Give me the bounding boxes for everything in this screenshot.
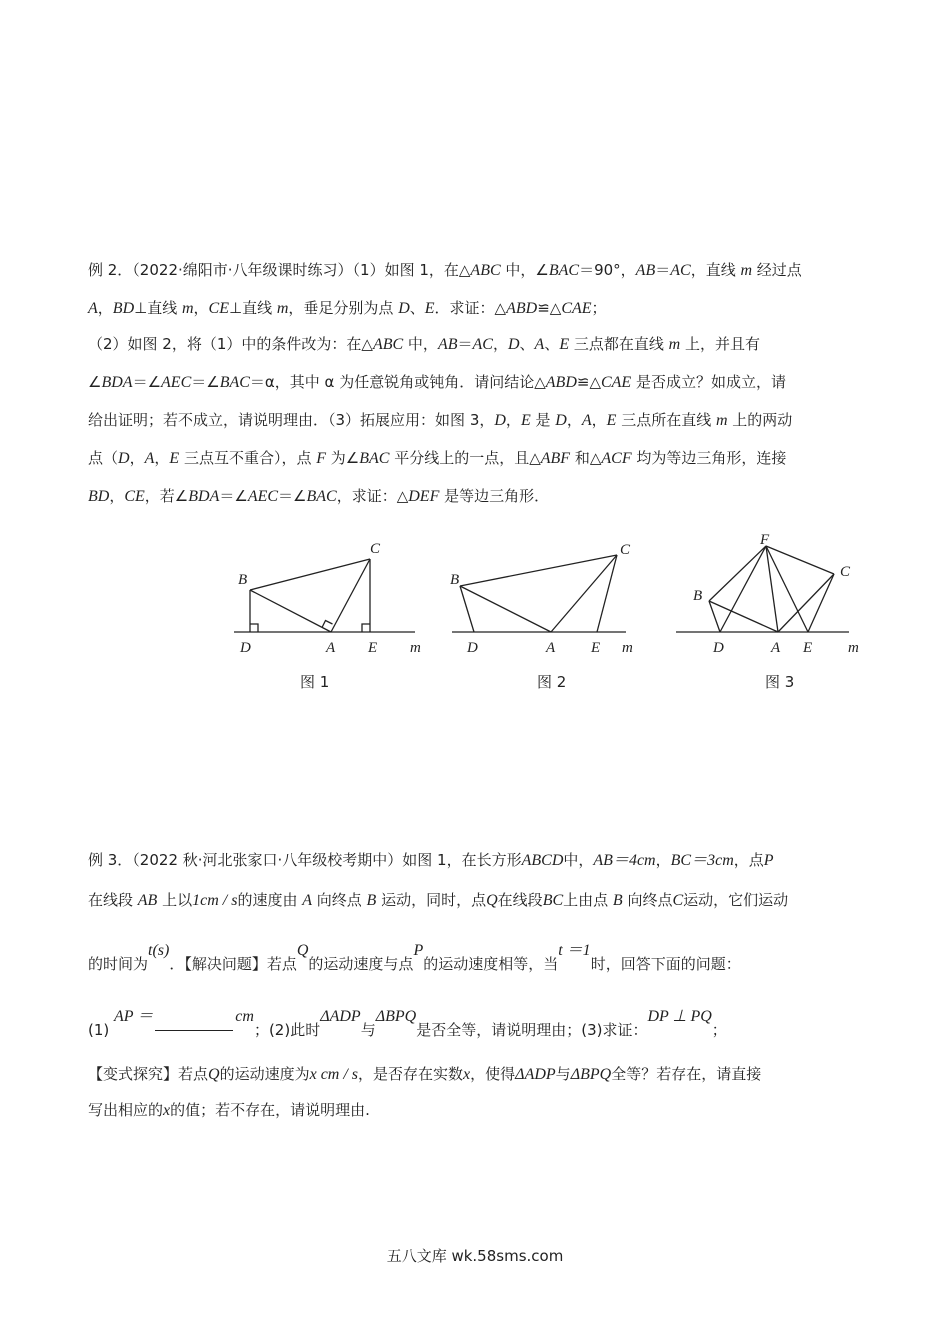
fig1-caption: 图 1 [300,673,330,691]
fig3-segment-fc [766,546,834,574]
ex2-line-3: （2）如图 2，将（1）中的条件改为：在△ABC 中，AB＝AC，D、A、E 三点都在直线 m 上，并且有 [88,335,761,353]
fig3-segment-fd [720,546,766,632]
ex2-line-4: ∠BDA＝∠AEC＝∠BAC＝α，其中 α 为任意锐角或钝角．请问结论△ABD≌△CAE 是否成立？如成立，请 [88,373,786,391]
fig3-label-b: B [693,588,703,604]
fig1-label-a: A [326,640,336,656]
ex3-line-4: (1) AP ＝ cm；(2)此时ΔADP与ΔBPQ是否全等，请说明理由；(3)求证：DP ⊥ PQ； [88,1008,727,1039]
fig3-segment-fb [709,546,766,601]
ex2-line-2: A，BD⊥直线 m，CE⊥直线 m，垂足分别为点 D、E．求证：△ABD≌△CAE； [88,299,607,317]
fig3-label-e: E [803,640,813,656]
fig2-caption: 图 2 [537,673,567,691]
answer-blank[interactable] [155,1030,233,1031]
fig2-label-b: B [450,572,460,588]
ex2-line-6: 点（D，A，E 三点互不重合），点 F 为∠BAC 平分线上的一点，且△ABF 和△ACF 均为等边三角形，连接 [88,449,787,467]
fig3-segment-ba [709,601,778,632]
figure-2 [452,555,626,632]
fig1-right-angle-e [362,624,370,632]
fig3-caption: 图 3 [765,673,795,691]
fig1-segment-bc [250,559,370,590]
fig2-segment-bc [460,555,617,586]
fig1-right-angle-d [250,624,258,632]
fig3-segment-ac [778,574,834,632]
ex3-line-6: 写出相应的x的值；若不存在，请说明理由. [88,1101,370,1119]
fig1-label-c: C [370,541,381,557]
fig3-label-d: D [713,640,724,656]
fig1-segment-ac [331,559,370,632]
figure-1 [234,559,415,632]
geometry-figures [0,530,950,730]
fig1-segment-ba [250,590,331,632]
ex3-line-3: 的时间为t(s)．【解决问题】若点Q的运动速度与点P的运动速度相等，当t ＝1时，回答下面的问题： [88,942,741,973]
fig2-label-c: C [620,542,631,558]
fig3-label-m: m [848,640,859,656]
fig3-label-c: C [840,564,851,580]
fig3-segment-ce [808,574,834,632]
fig1-label-e: E [368,640,378,656]
fig1-right-angle-a [322,621,333,628]
ex3-line-2: 在线段 AB 上以1cm / s的速度由 A 向终点 B 运动，同时，点Q在线段BC上由点 B 向终点C运动，它们运动 [88,891,789,909]
ex2-line-5: 给出证明；若不成立，请说明理由．（3）拓展应用：如图 3，D，E 是 D，A，E 三点所在直线 m 上的两动 [88,411,793,429]
fig2-label-e: E [591,640,601,656]
fig1-label-b: B [238,572,248,588]
fig2-label-a: A [546,640,556,656]
ex2-line-1: 例 2．（2022·绵阳市·八年级课时练习）（1）如图 1，在△ABC 中，∠BAC＝90°，AB＝AC，直线 m 经过点 [88,261,802,279]
fig2-label-m: m [622,640,633,656]
fig2-segment-bd [460,586,474,632]
ex2-line-7: BD，CE，若∠BDA＝∠AEC＝∠BAC，求证：△DEF 是等边三角形． [88,487,550,505]
footer-watermark: 五八文库 wk.58sms.com [386,1247,564,1265]
ex3-line-5: 【变式探究】若点Q的运动速度为x cm / s，是否存在实数x，使得ΔADP与ΔBPQ全等？若存在，请直接 [88,1065,762,1083]
fig3-label-a: A [771,640,781,656]
fig2-label-d: D [467,640,478,656]
ex3-line-1: 例 3．（2022 秋·河北张家口·八年级校考期中）如图 1，在长方形ABCD中，AB＝4cm，BC＝3cm，点P [88,851,774,869]
fig1-label-m: m [410,640,421,656]
fig2-segment-ba [460,586,551,632]
fig3-label-f: F [760,532,770,548]
fig1-label-d: D [240,640,251,656]
